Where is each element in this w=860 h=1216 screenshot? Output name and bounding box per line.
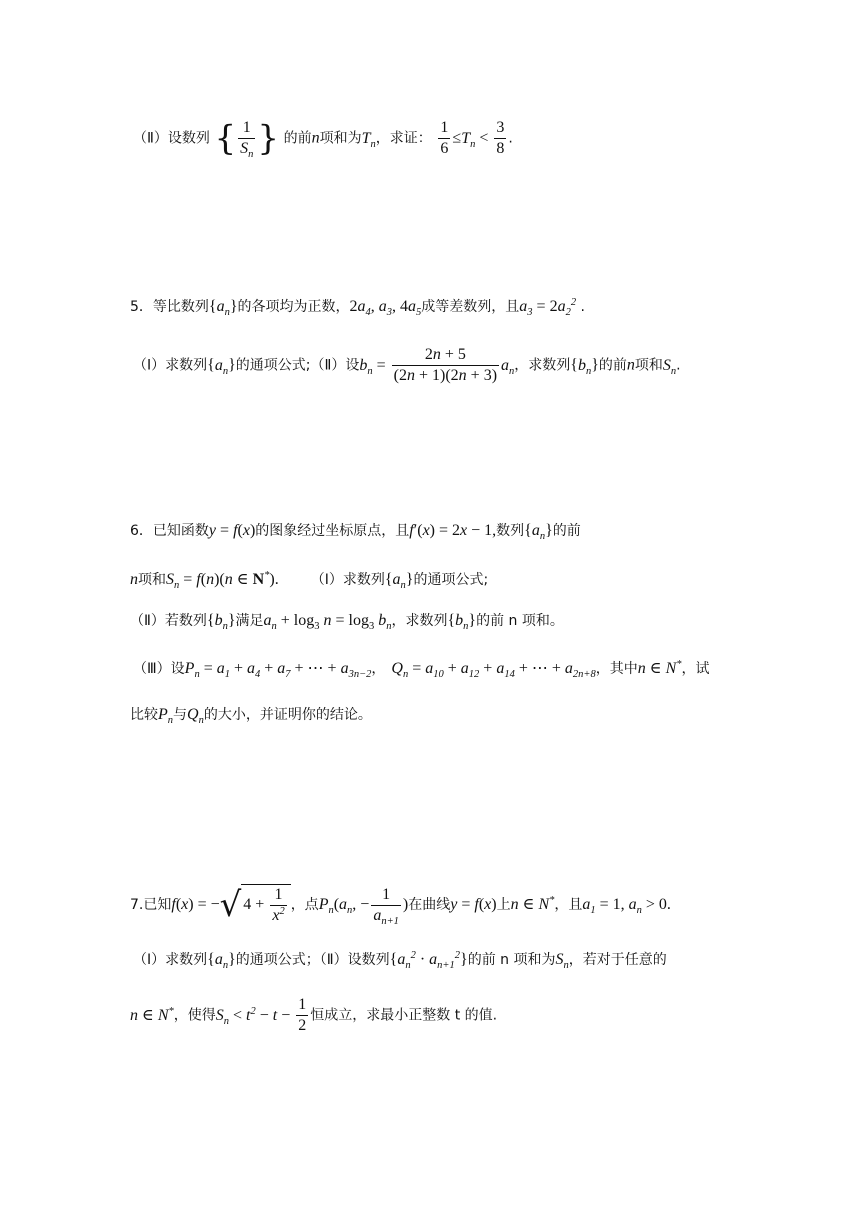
problem-5-parts: （Ⅰ）求数列$\{a_n\}$的通项公式;（Ⅱ）设$b_n$ = $\frac{2n + 5}{(2n + 1)(2n + 3)}$ $a_n$，求数列$\{b_n\}$的前n项和$S_n$. — [133, 346, 681, 384]
problem-5-statement: 5．等比数列$\{a_n\}$的各项均为正数，$2a_4$, $a_3$, $4a_5$成等差数列，且$a_3 = 2a_2^2$ . — [130, 297, 585, 318]
fraction-1-over-Sn: $\frac{1}{S_n}$ — [240, 119, 254, 160]
problem-6-line-2: n项和$S_n = f(n)(n$ ∈ N*). （Ⅰ）求数列$\{a_n\}$的通项公式; — [130, 570, 489, 591]
problem-7-line-3: n ∈ N*，使得$S_n < t^2 - t$ − $\frac{1}{2}$ 恒成立，求最小正整数 t 的值. — [130, 996, 498, 1034]
problem-7-line-2: （Ⅰ）求数列$\{a_n\}$的通项公式；（Ⅱ）设数列$\{a_n^2 \cdot a_{n+1}^2\}$的前 n 项和为$S_n$，若对于任意的 — [133, 950, 667, 971]
problem-4-part-2: （Ⅱ）设数列 { $\frac{1}{S_n}$ } 的前n项和为$T_n$，求证： $\frac{1}{6}$ $\le T_n$ < $\frac{3}{8}$ . — [133, 118, 513, 160]
problem-6-line-3: （Ⅱ）若数列$\{b_n\}$满足$a_n + \log_3 n = \log_3 b_n$，求数列$\{b_n\}$的前 n 项和。 — [130, 612, 564, 632]
problem-6-statement: 6．已知函数y = f(x)的图象经过坐标原点，且f′(x) = 2x − 1,数列$\{a_n\}$的前 — [130, 522, 581, 542]
square-root-expression: √ 4 + $\frac{1}{x^2}$ — [220, 884, 291, 926]
problem-6-line-5: 比较$P_n$与$Q_n$的大小，并证明你的结论。 — [130, 706, 372, 726]
problem-7-statement: 7.已知f(x) = −√ 4 + $\frac{1}{x^2}$ ，点$P_n(a_n$, − $\frac{1}{a_{n+1}}$ )在曲线y = f(x)上n ∈ N*，且$a_1 = 1$, $a_n > 0$. — [130, 885, 671, 927]
problem-6-line-4: （Ⅲ）设$P_n = a_1 + a_4 + a_7$ + ⋯ + $a_{3n-2}$， $Q_n = a_{10} + a_{12} + a_{14}$ + ⋯ + $a_{2n+8}$，其中n ∈ N*，试 — [133, 659, 710, 680]
